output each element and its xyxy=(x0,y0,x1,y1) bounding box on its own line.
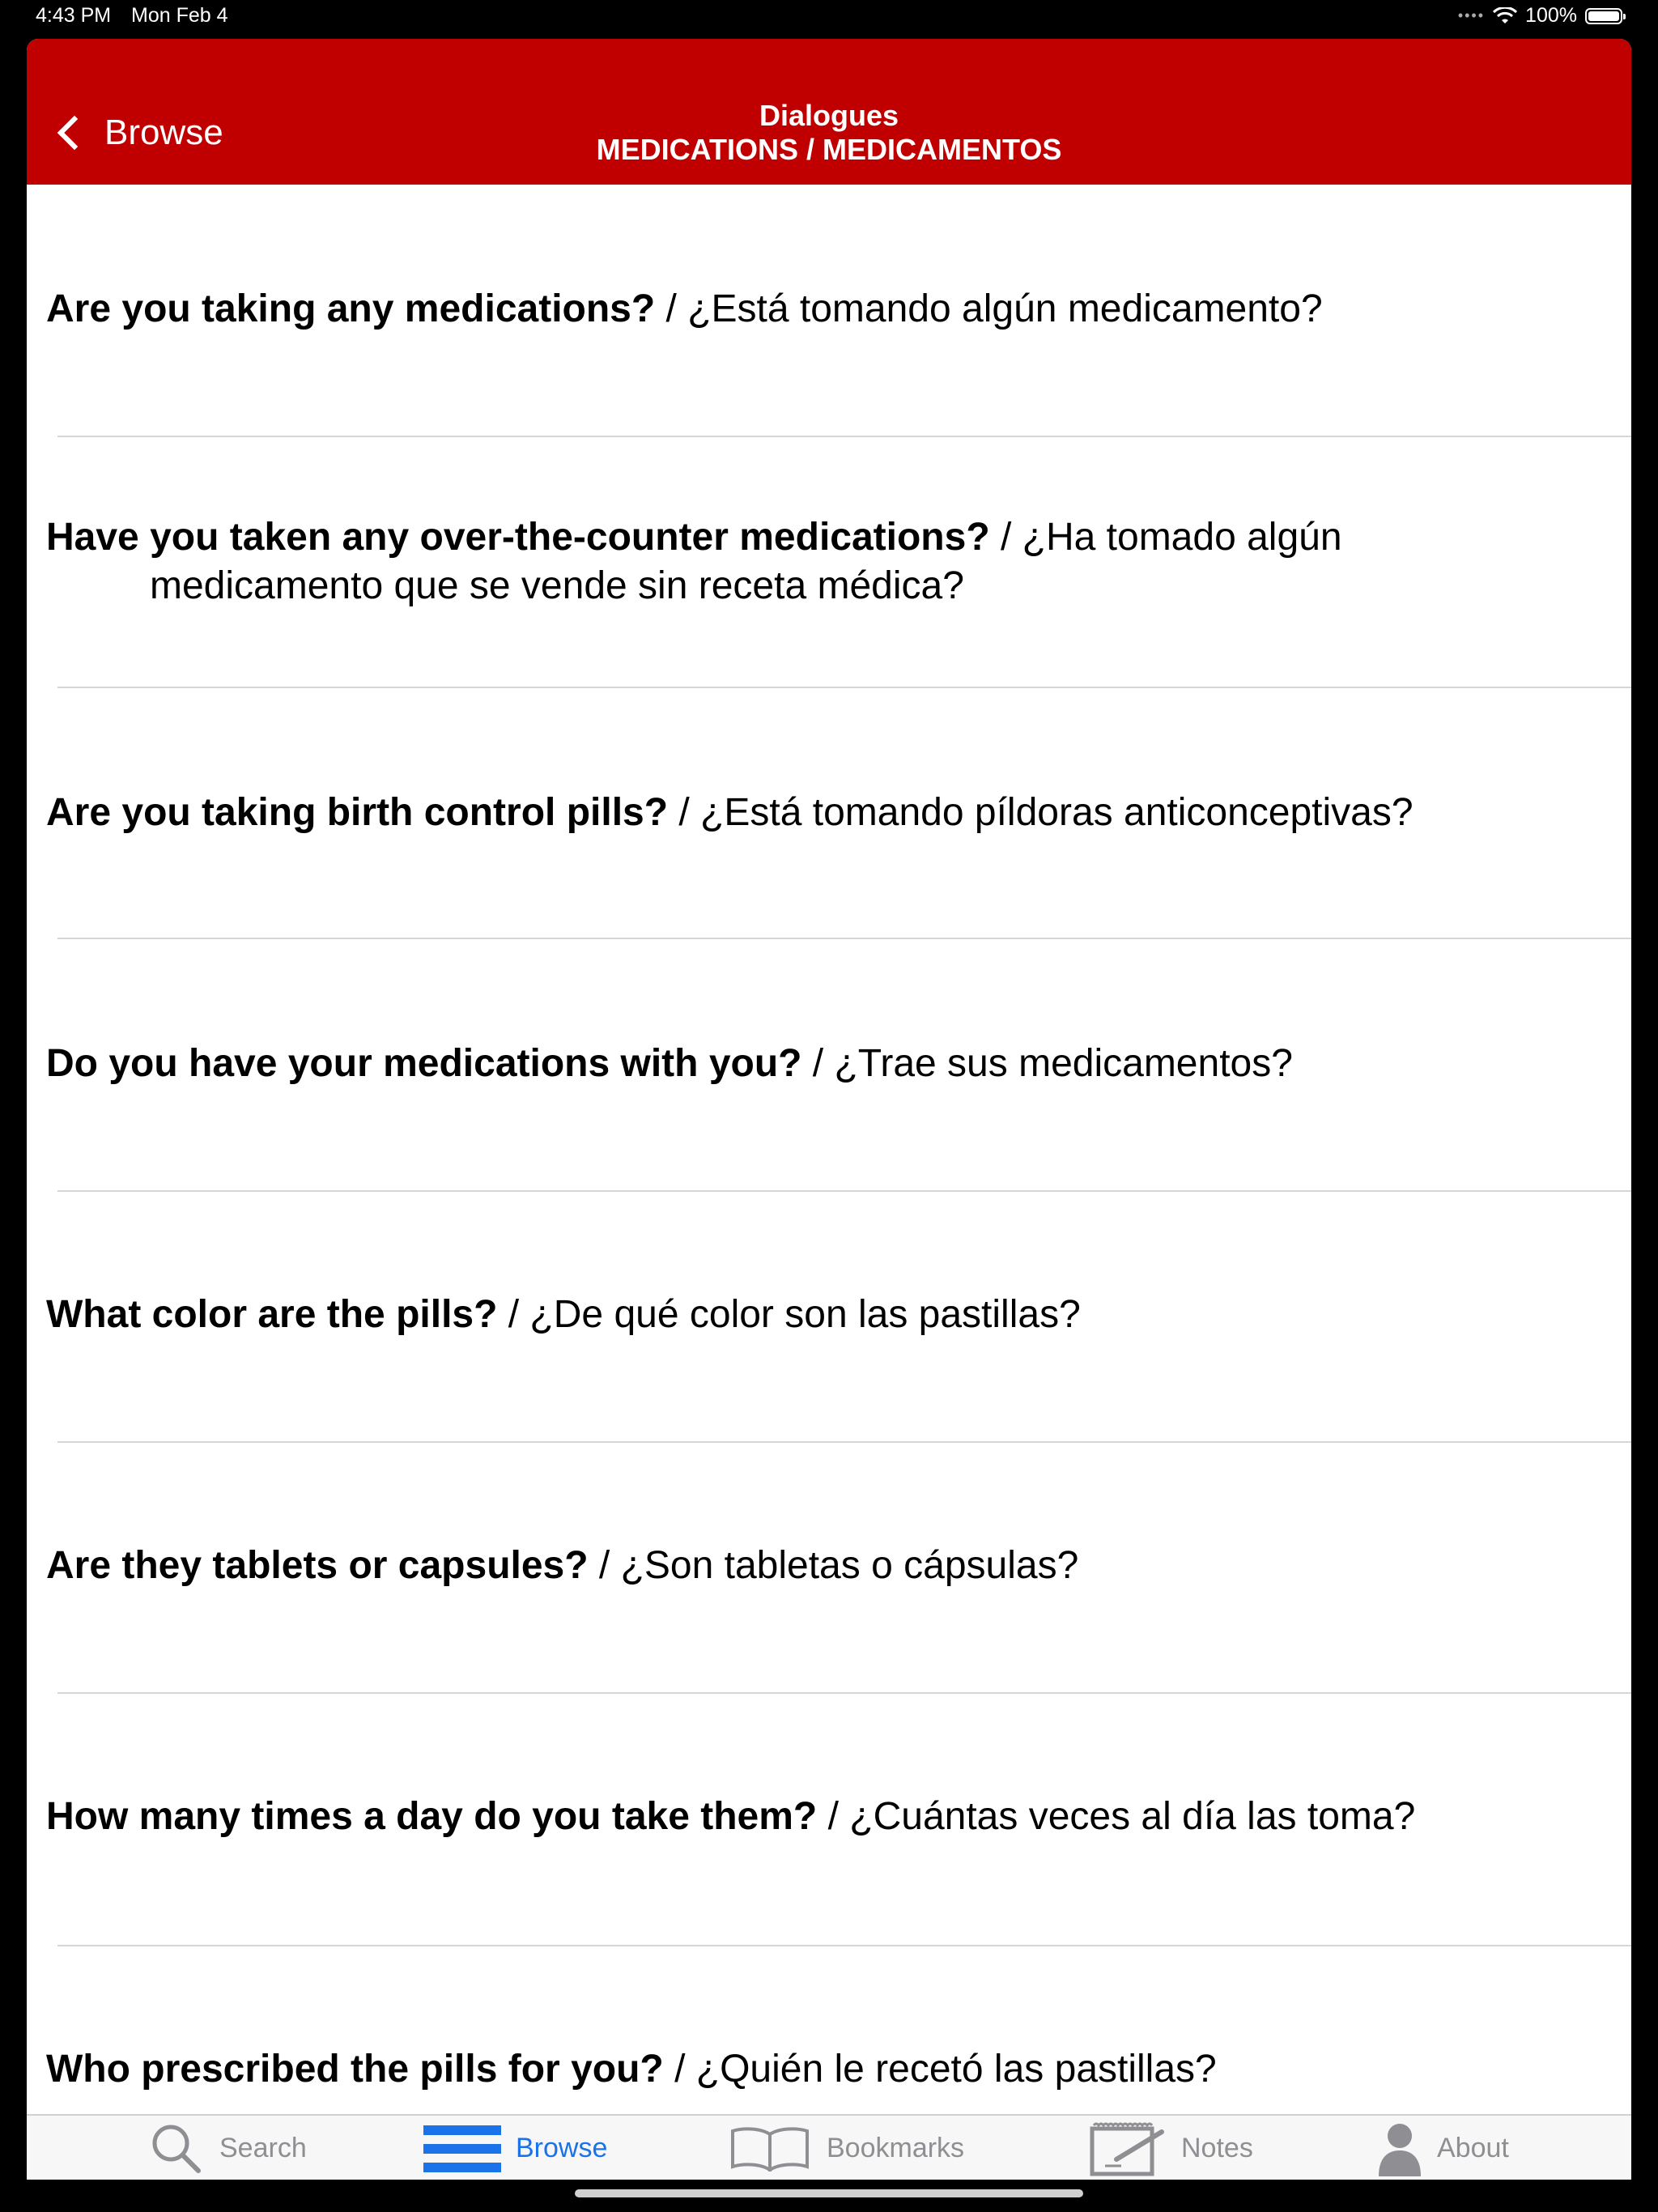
list-item[interactable] xyxy=(27,185,1631,436)
tab-about[interactable] xyxy=(1377,2116,1509,2180)
wifi-icon xyxy=(1493,7,1517,25)
tab-notes[interactable] xyxy=(1089,2116,1253,2180)
dialogue-english: Have you taken any over-the-counter medications? xyxy=(46,516,990,559)
dialogue-text xyxy=(46,789,1526,837)
status-time: 4:43 PM xyxy=(36,4,112,27)
dialogue-spanish: / ¿Cuántas veces al día las toma? xyxy=(817,1795,1416,1838)
person-icon xyxy=(1377,2121,1422,2176)
tab-bar xyxy=(27,2114,1631,2180)
tab-label: About xyxy=(1437,2133,1509,2163)
dialogue-spanish: / ¿Son tabletas o cápsulas? xyxy=(588,1544,1079,1587)
dialogue-text xyxy=(46,285,1526,334)
list-item[interactable] xyxy=(27,939,1631,1190)
dialogue-english: What color are the pills? xyxy=(46,1293,498,1336)
dialogue-english: Are they tablets or capsules? xyxy=(46,1544,589,1587)
app-window xyxy=(27,39,1631,2180)
dialogue-text xyxy=(46,1040,1526,1088)
tab-browse[interactable] xyxy=(423,2116,607,2180)
signal-dots-icon: •••• xyxy=(1457,7,1486,23)
tab-label: Search xyxy=(219,2133,307,2163)
dialogue-english: Are you taking birth control pills? xyxy=(46,791,669,834)
dialogue-text xyxy=(46,1291,1526,1339)
back-button-label: Browse xyxy=(104,113,223,152)
navigation-bar xyxy=(27,39,1631,185)
notepad-icon xyxy=(1089,2121,1167,2177)
tab-label: Browse xyxy=(516,2133,608,2163)
list-item[interactable] xyxy=(27,1694,1631,1945)
dialogue-english: Are you taking any medications? xyxy=(46,287,656,330)
dialogue-spanish: / ¿Quién le recetó las pastillas? xyxy=(663,2048,1217,2091)
dialogue-spanish: / ¿Está tomando píldoras anticonceptivas? xyxy=(668,791,1414,834)
dialogue-spanish: / ¿De qué color son las pastillas? xyxy=(497,1293,1081,1336)
dialogue-text xyxy=(46,1542,1526,1590)
book-icon xyxy=(728,2126,812,2172)
dialogue-spanish: / ¿Trae sus medicamentos? xyxy=(801,1042,1293,1085)
tab-search[interactable] xyxy=(148,2116,307,2180)
dialogue-english: Do you have your medications with you? xyxy=(46,1042,802,1085)
dialogue-text xyxy=(46,513,1526,610)
dialogue-list[interactable] xyxy=(27,185,1631,2114)
home-indicator[interactable] xyxy=(575,2189,1083,2197)
list-item[interactable] xyxy=(27,688,1631,938)
dialogue-english: Who prescribed the pills for you? xyxy=(46,2048,664,2091)
list-item[interactable] xyxy=(27,1192,1631,1441)
tab-label: Bookmarks xyxy=(827,2133,965,2163)
page-subtitle: MEDICATIONS / MEDICAMENTOS xyxy=(596,133,1062,166)
status-bar xyxy=(0,0,1658,32)
dialogue-spanish: / ¿Está tomando algún medicamento? xyxy=(655,287,1323,330)
tab-bookmarks[interactable] xyxy=(728,2116,964,2180)
list-item[interactable] xyxy=(27,1946,1631,2114)
list-item[interactable] xyxy=(27,1443,1631,1692)
search-icon xyxy=(148,2121,205,2177)
status-right xyxy=(1458,4,1622,28)
dialogue-text xyxy=(46,2045,1526,2094)
dialogue-spanish: / ¿Ha tomado algún medicamento que se vende sin receta médica? xyxy=(150,516,1342,607)
list-item[interactable] xyxy=(27,437,1631,687)
page-title: Dialogues xyxy=(759,99,899,132)
dialogue-english: How many times a day do you take them? xyxy=(46,1795,818,1838)
battery-icon xyxy=(1585,8,1622,24)
tab-label: Notes xyxy=(1181,2133,1253,2163)
status-date: Mon Feb 4 xyxy=(131,4,228,27)
list-icon xyxy=(423,2124,501,2174)
battery-percent: 100% xyxy=(1525,4,1577,27)
dialogue-text xyxy=(46,1793,1526,1841)
